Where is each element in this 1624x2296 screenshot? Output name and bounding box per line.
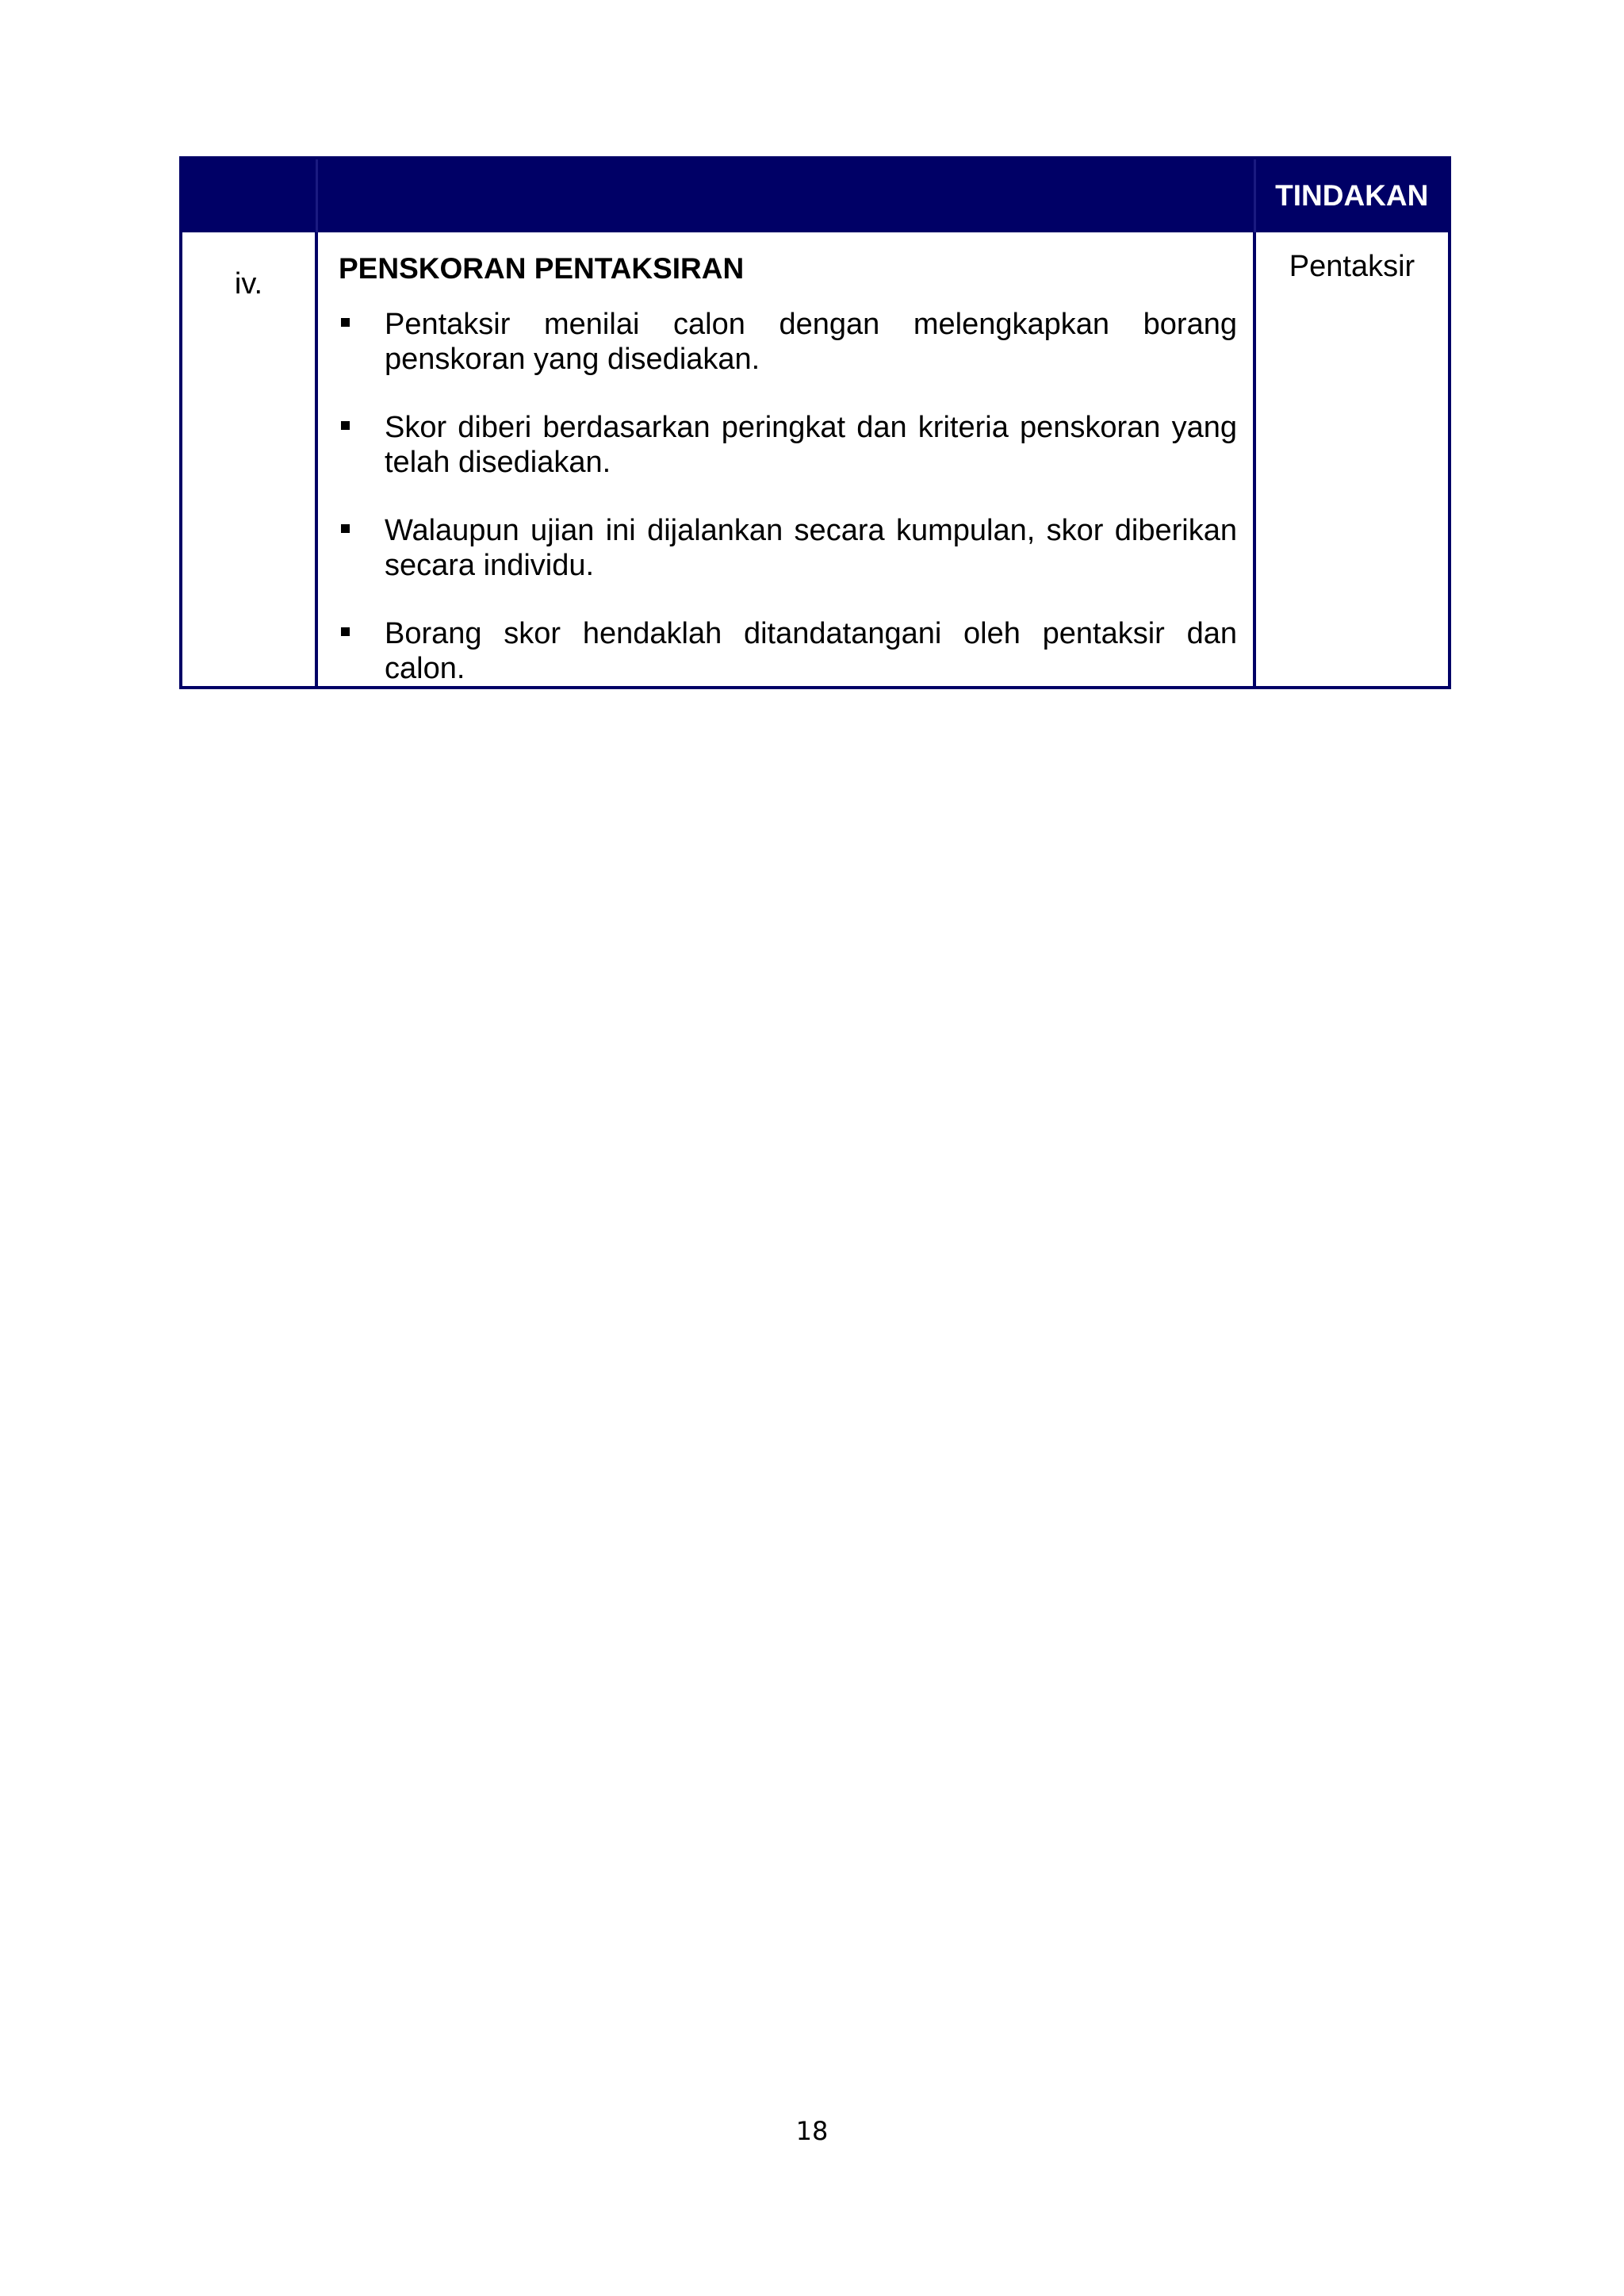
- list-item: [339, 616, 1237, 686]
- list-item-text: Borang skor hendaklah ditandatangani oleh pentaksir dan calon.: [385, 617, 1237, 685]
- square-bullet-icon: [341, 524, 350, 533]
- square-bullet-icon: [341, 318, 350, 327]
- square-bullet-icon: [341, 627, 350, 636]
- row-action: Pentaksir: [1289, 250, 1415, 283]
- header-cell-number: [181, 158, 316, 232]
- list-item-text: Pentaksir menilai calon dengan melengkapkan borang penskoran yang disediakan.: [385, 308, 1237, 376]
- header-cell-description: [316, 158, 1254, 232]
- row-number-cell: [181, 232, 316, 688]
- table-row: [181, 232, 1450, 688]
- procedure-table: [179, 156, 1451, 689]
- section-title: PENSKORAN PENTAKSIRAN: [339, 252, 745, 285]
- list-item: [339, 410, 1237, 480]
- page-number: 18: [795, 2116, 829, 2146]
- list-item: [339, 513, 1237, 583]
- list-item: [339, 307, 1237, 377]
- square-bullet-icon: [341, 421, 350, 430]
- bullet-list: [339, 307, 1237, 686]
- list-item-text: Walaupun ujian ini dijalankan secara kumpulan, skor diberikan secara individu.: [385, 514, 1237, 582]
- header-cell-action: TINDAKAN: [1254, 158, 1450, 232]
- row-action-cell: [1254, 232, 1450, 688]
- table-header-row: [181, 158, 1450, 232]
- row-number: iv.: [234, 267, 263, 301]
- list-item-text: Skor diberi berdasarkan peringkat dan kriteria penskoran yang telah disediakan.: [385, 411, 1237, 479]
- row-description-cell: [316, 232, 1254, 688]
